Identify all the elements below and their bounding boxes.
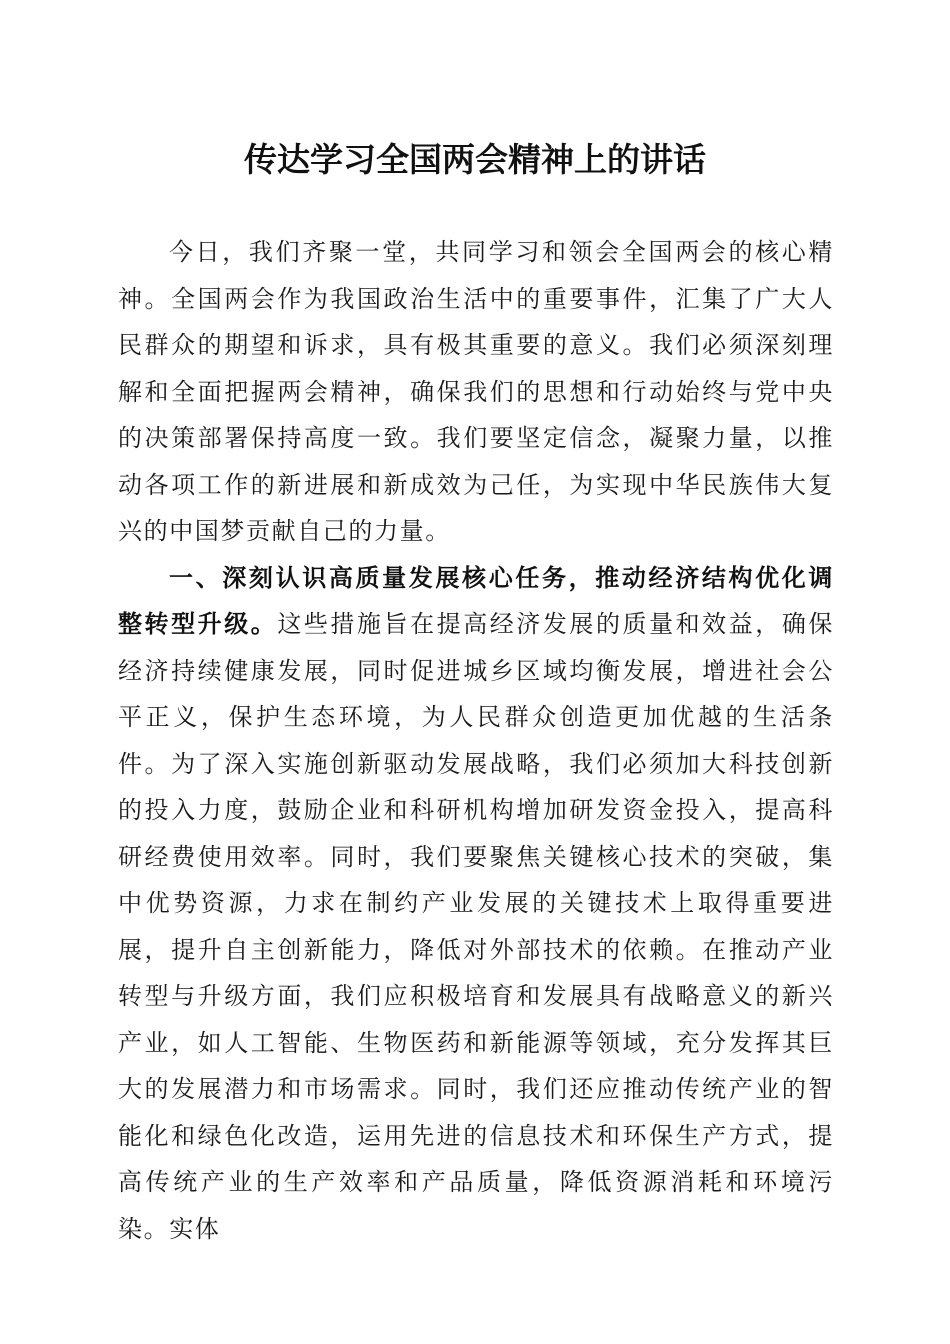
intro-paragraph: 今日，我们齐聚一堂，共同学习和领会全国两会的核心精神。全国两会作为我国政治生活中的重要事件，汇集了广大人民群众的期望和诉求，具有极其重要的意义。我们必须深刻理解和全面把握两会精神，确保我们的思想和行动始终与党中央的决策部署保持高度一致。我们要坚定信念，凝聚力量，以推动各项工作的新进展和新成效为己任，为实现中华民族伟大复兴的中国梦贡献自己的力量。 <box>118 238 834 545</box>
section-1-text: 这些措施旨在提高经济发展的质量和效益，确保经济持续健康发展，同时促进城乡区域均衡发展，增进社会公平正义，保护生态环境，为人民群众创造更加优越的生活条件。为了深入实施创新驱动发展战略，我们必须加大科技创新的投入力度，鼓励企业和科研机构增加研发资金投入，提高科研经费使用效率。同时，我们要聚焦关键核心技术的突破，集中优势资源，力求在制约产业发展的关键技术上取得重要进展，提升自主创新能力，降低对外部技术的依赖。在推动产业转型与升级方面，我们应积极培育和发展具有战略意义的新兴产业，如人工智能、生物医药和新能源等领域，充分发挥其巨大的发展潜力和市场需求。同时，我们还应推动传统产业的智能化和绿色化改造，运用先进的信息技术和环保生产方式，提高传统产业的生产效率和产品质量，降低资源消耗和环境污染。实体 <box>118 610 834 1243</box>
section-1-heading: 一、深刻认识高质量发展核心任务，推动经济结构优化调整转型升级。 <box>118 563 834 638</box>
document-title: 传达学习全国两会精神上的讲话 <box>244 140 706 179</box>
section-1-paragraph <box>118 555 834 1253</box>
document-body <box>118 229 834 1252</box>
